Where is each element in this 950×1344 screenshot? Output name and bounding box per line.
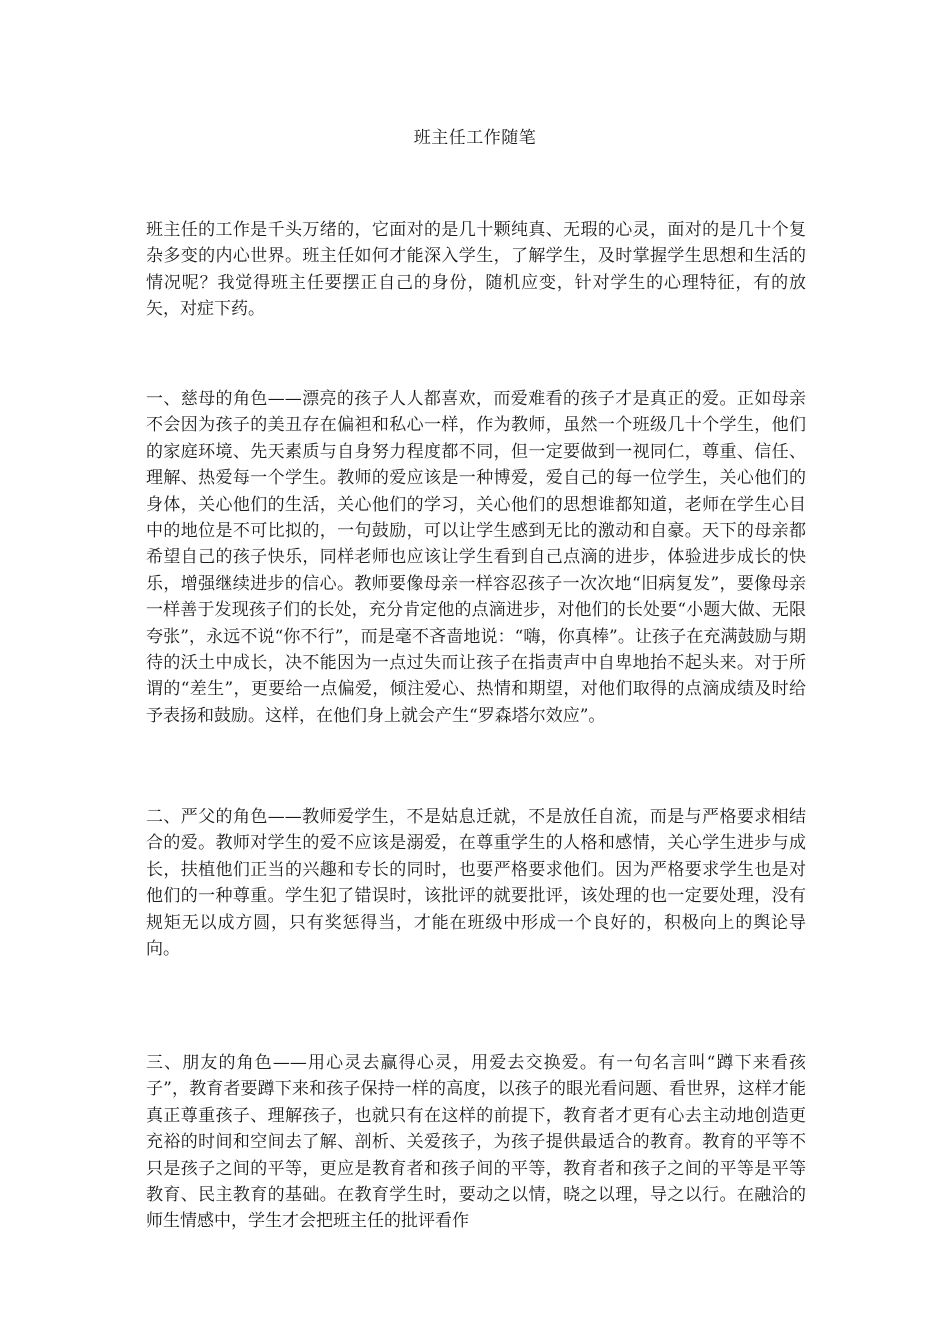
paragraph-intro: 班主任的工作是千头万绪的，它面对的是几十颗纯真、无瑕的心灵，面对的是几十个复杂多变的内心世界。班主任如何才能深入学生，了解学生，及时掌握学生思想和生活的情况呢？我觉得班主任要摆正自己的身份，随机应变，针对学生的心理特征，有的放矢，对症下药。 <box>146 220 806 320</box>
paragraph-loving-mother-role: 一、慈母的角色——漂亮的孩子人人都喜欢，而爱难看的孩子才是真正的爱。正如母亲不会因为孩子的美丑存在偏袒和私心一样，作为教师，虽然一个班级几十个学生，他们的家庭环境、先天素质与自身努力程度都不同，但一定要做到一视同仁，尊重、信任、理解、热爱每一个学生。教师的爱应该是一种博爱，爱自己的每一位学生，关心他们的身体，关心他们的生活，关心他们的学习，关心他们的思想谁都知道，老师在学生心目中的地位是不可比拟的，一句鼓励，可以让学生感到无比的激动和自豪。天下的母亲都希望自己的孩子快乐，同样老师也应该让学生看到自己点滴的进步，体验进步成长的快乐，增强继续进步的信心。教师要像母亲一样容忍孩子一次次地“旧病复发”，要像母亲一样善于发现孩子们的长处，充分肯定他的点滴进步，对他们的长处要“小题大做、无限夸张”，永远不说“你不行”，而是毫不吝啬地说：“嗨，你真棒”。让孩子在充满鼓励与期待的沃土中成长，决不能因为一点过失而让孩子在指责声中自卑地抬不起头来。对于所谓的“差生”，更要给一点偏爱，倾注爱心、热情和期望，对他们取得的点滴成绩及时给予表扬和鼓励。这样，在他们身上就会产生“罗森塔尔效应”。 <box>146 389 806 726</box>
paragraph-friend-role: 三、朋友的角色——用心灵去赢得心灵，用爱去交换爱。有一句名言叫“蹲下来看孩子”，教育者要蹲下来和孩子保持一样的高度，以孩子的眼光看问题、看世界，这样才能真正尊重孩子、理解孩子，也就只有在这样的前提下，教育者才更有心去主动地创造更充裕的时间和空间去了解、剖析、关爱孩子，为孩子提供最适合的教育。教育的平等不只是孩子之间的平等，更应是教育者和孩子间的平等，教育者和孩子之间的平等是平等教育、民主教育的基础。在教育学生时，要动之以情，晓之以理，导之以行。在融洽的师生情感中，学生才会把班主任的批评看作 <box>146 1053 806 1232</box>
document-title: 班主任工作随笔 <box>413 128 537 148</box>
paragraph-strict-father-role: 二、严父的角色——教师爱学生，不是姑息迁就，不是放任自流，而是与严格要求相结合的爱。教师对学生的爱不应该是溺爱，在尊重学生的人格和感情，关心学生进步与成长，扶植他们正当的兴趣和专长的同时，也要严格要求他们。因为严格要求学生也是对他们的一种尊重。学生犯了错误时，该批评的就要批评，该处理的也一定要处理，没有规矩无以成方圆，只有奖惩得当，才能在班级中形成一个良好的，积极向上的舆论导向。 <box>146 807 806 960</box>
